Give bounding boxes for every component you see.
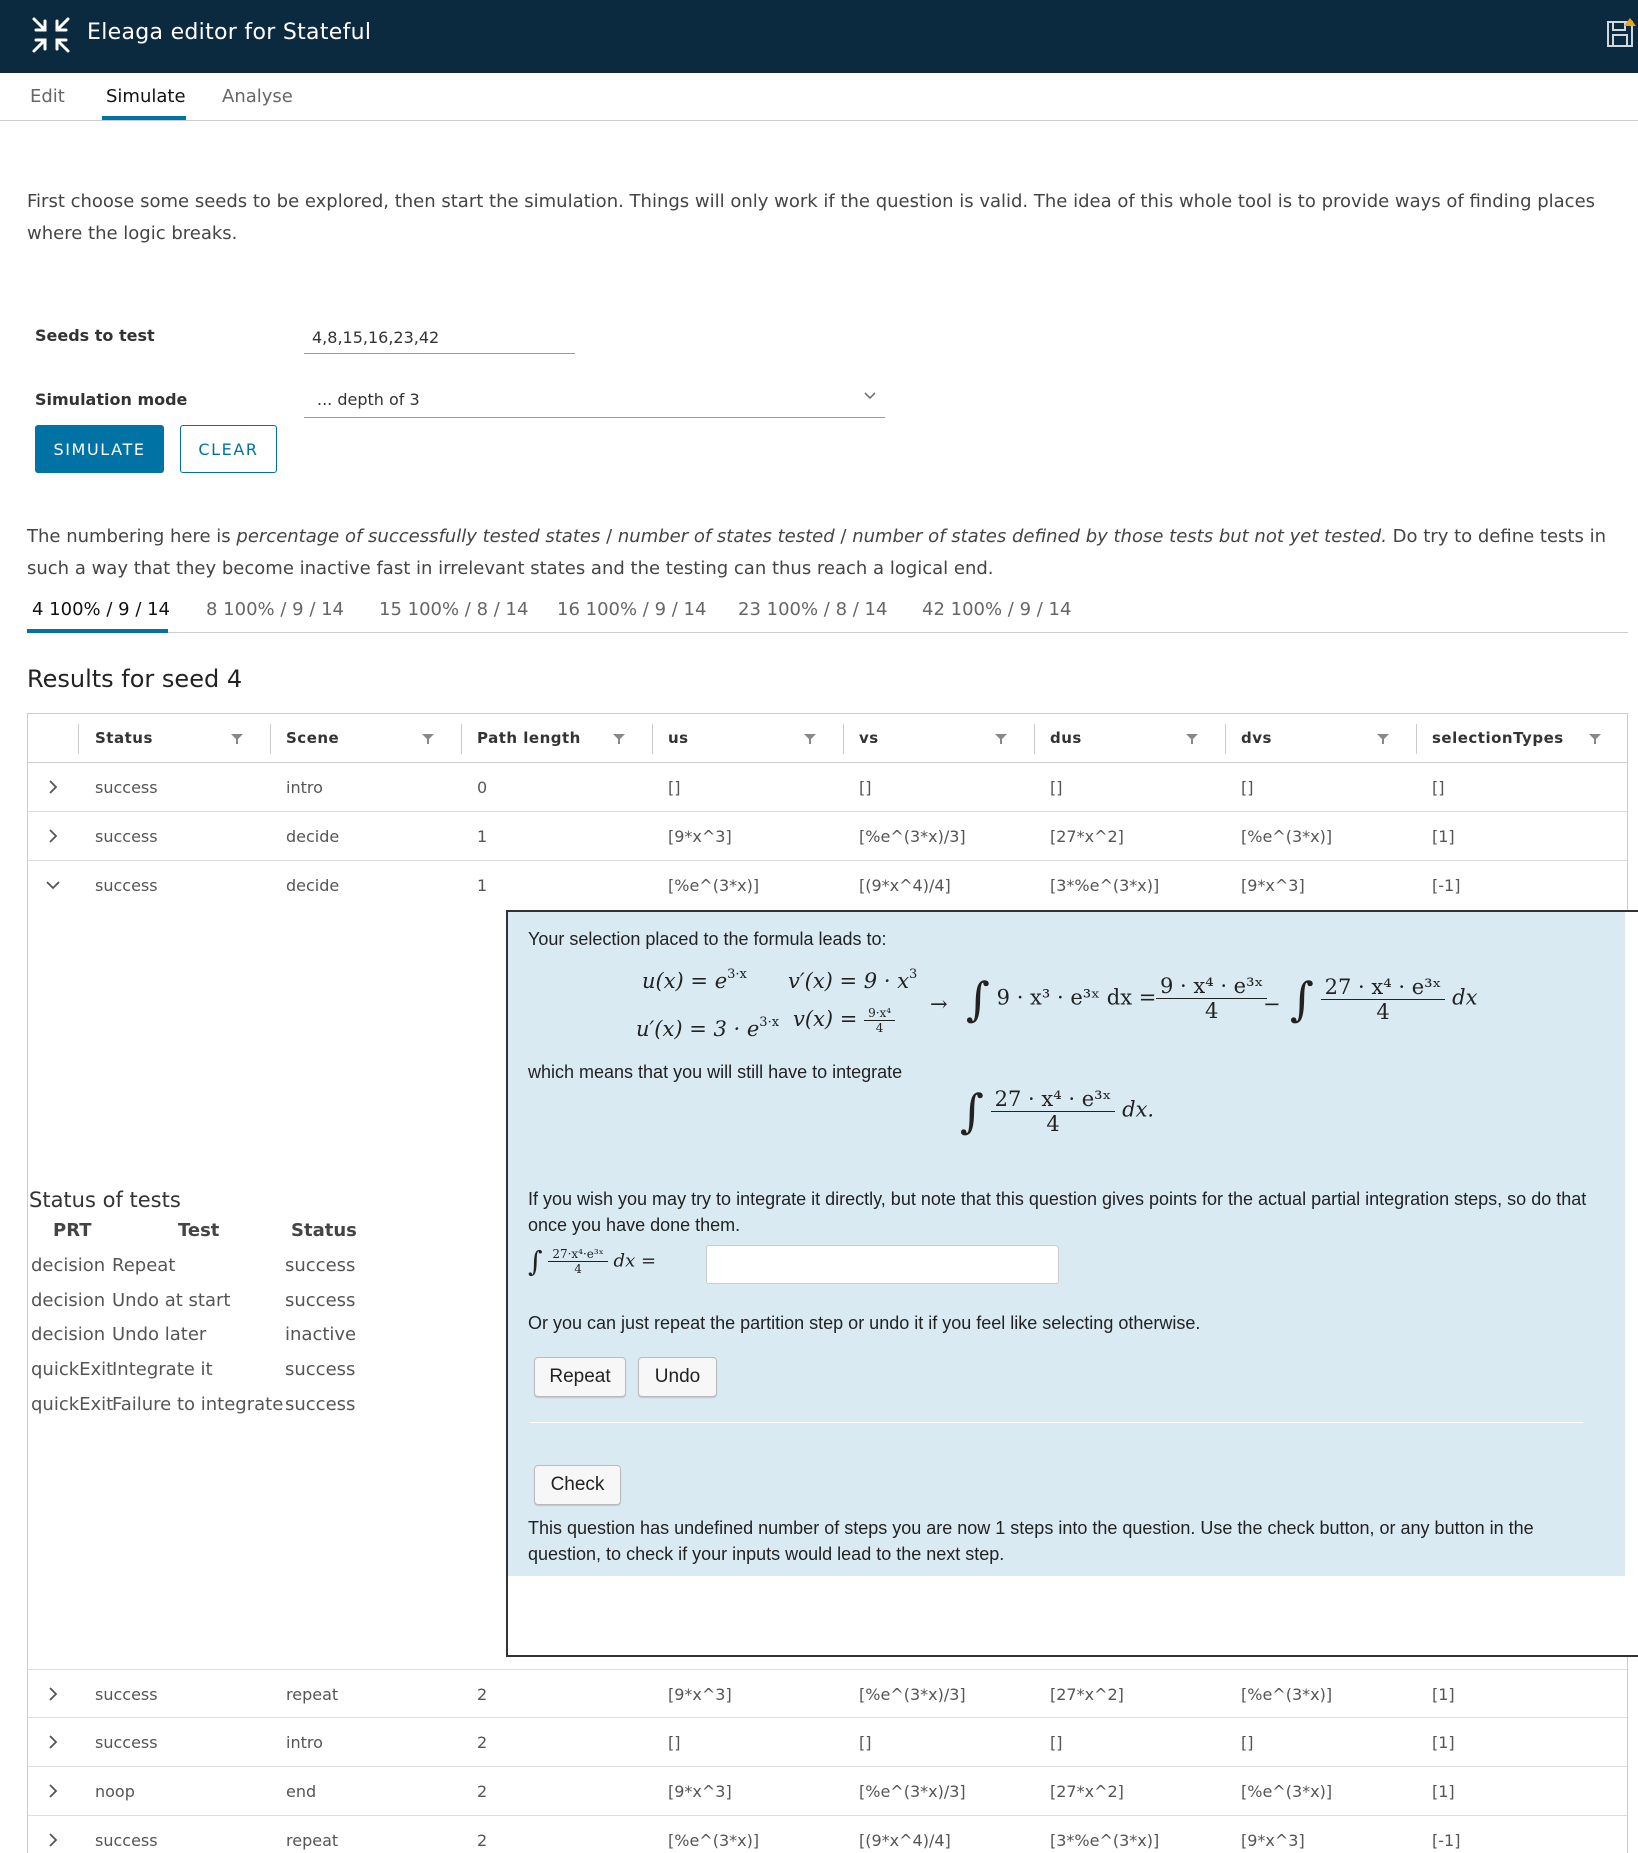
cell-dvs: []	[1241, 1733, 1254, 1752]
st-status: success	[285, 1255, 356, 1276]
cell-us: [%e^(3*x)]	[668, 1831, 760, 1850]
cell-path-length: 2	[477, 1685, 488, 1704]
cell-scene: decide	[286, 827, 340, 846]
filter-icon[interactable]	[995, 733, 1007, 745]
seed-tab-15[interactable]: 15 100% / 8 / 14	[379, 599, 529, 620]
col-head-vs-label: vs	[859, 729, 879, 747]
cell-dvs: []	[1241, 778, 1254, 797]
cell-status: success	[95, 1831, 158, 1850]
col-head-selection-types-label: selectionTypes	[1432, 729, 1564, 747]
cell-us: [%e^(3*x)]	[668, 876, 760, 895]
app-header	[0, 0, 1638, 73]
cell-dvs: [9*x^3]	[1241, 876, 1305, 895]
formula-u-text: u(x) = e	[642, 969, 728, 993]
st-test: Integrate it	[112, 1359, 213, 1380]
col-head-scene-label: Scene	[286, 729, 340, 747]
table-row[interactable]	[28, 1767, 1628, 1816]
cell-dus: [27*x^2]	[1050, 827, 1124, 846]
cell-status: noop	[95, 1782, 135, 1801]
active-seed-indicator	[27, 629, 168, 633]
main-tabs	[0, 73, 1638, 121]
filter-icon[interactable]	[422, 733, 434, 745]
st-status: success	[285, 1290, 356, 1311]
seed-tabs	[27, 596, 1628, 633]
cell-selection-types: []	[1432, 778, 1445, 797]
input-formula-eq: dx =	[613, 1250, 657, 1272]
col-head-status-label: Status	[95, 729, 153, 747]
formula-v-den: 4	[875, 1021, 884, 1035]
cell-scene: intro	[286, 1733, 323, 1752]
grid-header	[28, 714, 1628, 763]
formula-int-den: 4	[1376, 999, 1390, 1024]
question-lead: Your selection placed to the formula leads to:	[528, 929, 887, 949]
cell-selection-types: [1]	[1432, 1733, 1455, 1752]
seed-tab-23[interactable]: 23 100% / 8 / 14	[738, 599, 888, 620]
question-preview	[506, 910, 1638, 1657]
formula-u	[642, 967, 747, 993]
table-row[interactable]	[28, 1669, 1628, 1718]
formula-u-exp: 3·x	[727, 967, 747, 982]
cell-scene: intro	[286, 778, 323, 797]
cell-dus: [3*%e^(3*x)]	[1050, 876, 1160, 895]
table-row[interactable]	[28, 763, 1628, 812]
formula-vp	[788, 967, 917, 993]
seed-tab-16[interactable]: 16 100% / 9 / 14	[557, 599, 707, 620]
formula-v-text: v(x) =	[793, 1007, 858, 1031]
cell-path-length: 1	[477, 827, 488, 846]
formula-v	[793, 1006, 895, 1035]
st-test: Undo later	[112, 1324, 207, 1345]
st-head-test: Test	[178, 1220, 220, 1241]
cell-us: []	[668, 1733, 681, 1752]
intro-text: First choose some seeds to be explored, then start the simulation. Things will only work if the question is valid. The idea of this whole tool is to provide ways of finding places where the logic breaks.	[27, 191, 1596, 244]
formula-up	[636, 1015, 779, 1041]
cell-us: [9*x^3]	[668, 1685, 732, 1704]
cell-vs: [%e^(3*x)/3]	[859, 827, 966, 846]
st-test: Undo at start	[112, 1290, 231, 1311]
st-prt: quickExit	[31, 1394, 114, 1415]
col-head-dvs-label: dvs	[1241, 729, 1272, 747]
question-content	[508, 912, 1625, 1576]
tab-analyse[interactable]: Analyse	[222, 86, 293, 107]
repeat-button[interactable]: Repeat	[534, 1357, 626, 1397]
table-row[interactable]	[28, 1816, 1628, 1853]
filter-icon[interactable]	[804, 733, 816, 745]
active-tab-indicator	[102, 116, 186, 120]
cell-status: success	[95, 827, 158, 846]
app-title: Eleaga editor for Stateful	[87, 20, 372, 45]
clear-button[interactable]: CLEAR	[180, 425, 277, 473]
simulation-mode-select[interactable]	[304, 386, 885, 418]
input-formula	[528, 1245, 656, 1278]
cell-scene: decide	[286, 876, 340, 895]
simulation-mode-label: Simulation mode	[35, 390, 188, 409]
cell-status: success	[95, 876, 158, 895]
formula-rhs	[1156, 974, 1267, 1023]
st-test: Repeat	[112, 1255, 176, 1276]
filter-icon[interactable]	[1377, 733, 1389, 745]
cell-status: success	[95, 778, 158, 797]
numbering-suffix: Do try to define tests in such a way that they become inactive fast in irrelevant states and the testing can thus reach a logical end.	[27, 526, 1606, 579]
st-head-prt: PRT	[53, 1220, 92, 1241]
cell-selection-types: [1]	[1432, 1782, 1455, 1801]
question-repeat-text: Or you can just repeat the partition step or undo it if you feel like selecting otherwise.	[528, 1313, 1201, 1333]
chevron-right-icon[interactable]	[44, 1782, 62, 1800]
formula-minus: −	[1263, 992, 1281, 1016]
cell-scene: repeat	[286, 1831, 339, 1850]
cell-status: success	[95, 1685, 158, 1704]
chevron-right-icon[interactable]	[44, 1831, 62, 1849]
st-prt: quickExit	[31, 1359, 114, 1380]
col-head-us-label: us	[668, 729, 689, 747]
st-status: inactive	[285, 1324, 357, 1345]
st-status: success	[285, 1394, 356, 1415]
filter-icon[interactable]	[613, 733, 625, 745]
table-row[interactable]	[28, 1718, 1628, 1767]
chevron-down-icon	[863, 388, 877, 402]
filter-icon[interactable]	[1589, 733, 1601, 745]
st-prt: decision	[31, 1324, 106, 1345]
seeds-input[interactable]	[304, 322, 575, 354]
numbering-prefix: The numbering here is	[27, 526, 237, 547]
cell-selection-types: [-1]	[1432, 1831, 1461, 1850]
formula-vp-text: v′(x) = 9 · x	[788, 969, 910, 993]
st-test: Failure to integrate	[112, 1394, 284, 1415]
cell-selection-types: [-1]	[1432, 876, 1461, 895]
cell-vs: [%e^(3*x)/3]	[859, 1782, 966, 1801]
formula-remaining-den: 4	[1046, 1111, 1060, 1136]
chevron-right-icon[interactable]	[44, 778, 62, 796]
cell-dus: [3*%e^(3*x)]	[1050, 1831, 1160, 1850]
question-still: which means that you will still have to integrate	[528, 1062, 903, 1082]
status-of-tests-title: Status of tests	[29, 1188, 181, 1212]
results-title: Results for seed 4	[27, 665, 243, 693]
cell-vs: [(9*x^4)/4]	[859, 1831, 951, 1850]
cell-dvs: [%e^(3*x)]	[1241, 1782, 1333, 1801]
filter-icon[interactable]	[1186, 733, 1198, 745]
chevron-down-icon[interactable]	[44, 876, 62, 894]
save-icon[interactable]	[1606, 18, 1636, 48]
cell-dus: [27*x^2]	[1050, 1685, 1124, 1704]
numbering-em1: percentage of successfully tested states	[236, 526, 601, 547]
question-steps-text: This question has undefined number of steps you are now 1 steps into the question. Use the check button, or any button in the question, to check if your inputs would lead to the next step.	[528, 1518, 1534, 1564]
formula-int	[1290, 972, 1477, 1026]
formula-remaining-num: 27 · x⁴ · e³ˣ	[991, 1087, 1116, 1112]
formula-up-text: u′(x) = 3 · e	[636, 1017, 760, 1041]
formula-int-num: 27 · x⁴ · e³ˣ	[1321, 975, 1446, 1000]
cell-us: [9*x^3]	[668, 827, 732, 846]
filter-icon[interactable]	[231, 733, 243, 745]
seed-tab-42[interactable]: 42 100% / 9 / 14	[922, 599, 1072, 620]
formula-dx: dx	[1452, 985, 1478, 1010]
formula-rhs-num: 9 · x⁴ · e³ˣ	[1156, 974, 1267, 999]
numbering-em2: number of states tested	[617, 526, 835, 547]
undo-button[interactable]: Undo	[638, 1357, 717, 1397]
tab-simulate[interactable]: Simulate	[106, 86, 186, 107]
answer-input[interactable]	[706, 1245, 1059, 1284]
question-direct: If you wish you may try to integrate it directly, but note that this question gives points for the actual partial integration steps, so do that once you have done them.	[528, 1189, 1587, 1235]
cell-vs: []	[859, 1733, 872, 1752]
seeds-label: Seeds to test	[35, 326, 155, 345]
cell-us: []	[668, 778, 681, 797]
cell-path-length: 2	[477, 1782, 488, 1801]
formula-rhs-den: 4	[1205, 999, 1219, 1023]
formula-arrow: →	[930, 992, 948, 1016]
formula-lhs-text: 9 · x³ · e³ˣ dx =	[996, 985, 1157, 1010]
col-head-dus-label: dus	[1050, 729, 1082, 747]
check-button[interactable]: Check	[534, 1465, 621, 1505]
formula-up-exp: 3·x	[759, 1015, 780, 1030]
cell-path-length: 1	[477, 876, 488, 895]
cell-scene: repeat	[286, 1685, 339, 1704]
cell-vs: [(9*x^4)/4]	[859, 876, 951, 895]
seed-tab-8[interactable]: 8 100% / 9 / 14	[206, 599, 345, 620]
cell-us: [9*x^3]	[668, 1782, 732, 1801]
integral-sign: ∫	[1290, 972, 1314, 1026]
cell-selection-types: [1]	[1432, 827, 1455, 846]
cell-scene: end	[286, 1782, 317, 1801]
cell-dus: [27*x^2]	[1050, 1782, 1124, 1801]
cell-vs: [%e^(3*x)/3]	[859, 1685, 966, 1704]
table-row-expanded[interactable]	[28, 861, 1628, 910]
input-formula-den: 4	[574, 1262, 582, 1276]
input-formula-num: 27·x⁴·e³ˣ	[548, 1247, 607, 1262]
formula-v-num: 9·x⁴	[864, 1006, 895, 1021]
simulation-mode-value: ... depth of 3	[317, 390, 420, 409]
cell-path-length: 2	[477, 1733, 488, 1752]
chevron-right-icon[interactable]	[44, 1733, 62, 1751]
st-status: success	[285, 1359, 356, 1380]
st-head-status: Status	[291, 1220, 357, 1241]
numbering-em3: number of states defined by those tests but not yet tested.	[852, 526, 1387, 547]
formula-remaining-dx: dx.	[1122, 1097, 1155, 1122]
numbering-text	[27, 521, 1637, 585]
col-head-path-length-label: Path length	[477, 729, 581, 747]
cell-vs: []	[859, 778, 872, 797]
numbering-sep2: /	[834, 526, 853, 547]
integral-sign: ∫	[960, 1084, 984, 1138]
table-row[interactable]	[28, 812, 1628, 861]
cell-path-length: 0	[477, 778, 488, 797]
cell-dus: []	[1050, 778, 1063, 797]
numbering-sep1: /	[600, 526, 618, 547]
st-prt: decision	[31, 1290, 106, 1311]
tab-edit[interactable]: Edit	[30, 86, 65, 107]
integral-sign: ∫	[528, 1245, 543, 1278]
cell-dvs: [9*x^3]	[1241, 1831, 1305, 1850]
cell-path-length: 2	[477, 1831, 488, 1850]
formula-vp-exp: 3	[909, 967, 918, 982]
chevron-right-icon[interactable]	[44, 827, 62, 845]
integral-sign: ∫	[966, 972, 990, 1026]
divider	[530, 1422, 1583, 1423]
cell-selection-types: [1]	[1432, 1685, 1455, 1704]
cell-dus: []	[1050, 1733, 1063, 1752]
cell-dvs: [%e^(3*x)]	[1241, 827, 1333, 846]
seed-tab-4[interactable]: 4 100% / 9 / 14	[32, 599, 171, 620]
collapse-arrows-icon[interactable]	[30, 15, 72, 55]
cell-status: success	[95, 1733, 158, 1752]
chevron-right-icon[interactable]	[44, 1685, 62, 1703]
st-prt: decision	[31, 1255, 106, 1276]
formula-remaining	[960, 1084, 1154, 1138]
simulate-button[interactable]: SIMULATE	[35, 425, 164, 473]
formula-lhs	[966, 972, 1156, 1026]
cell-dvs: [%e^(3*x)]	[1241, 1685, 1333, 1704]
